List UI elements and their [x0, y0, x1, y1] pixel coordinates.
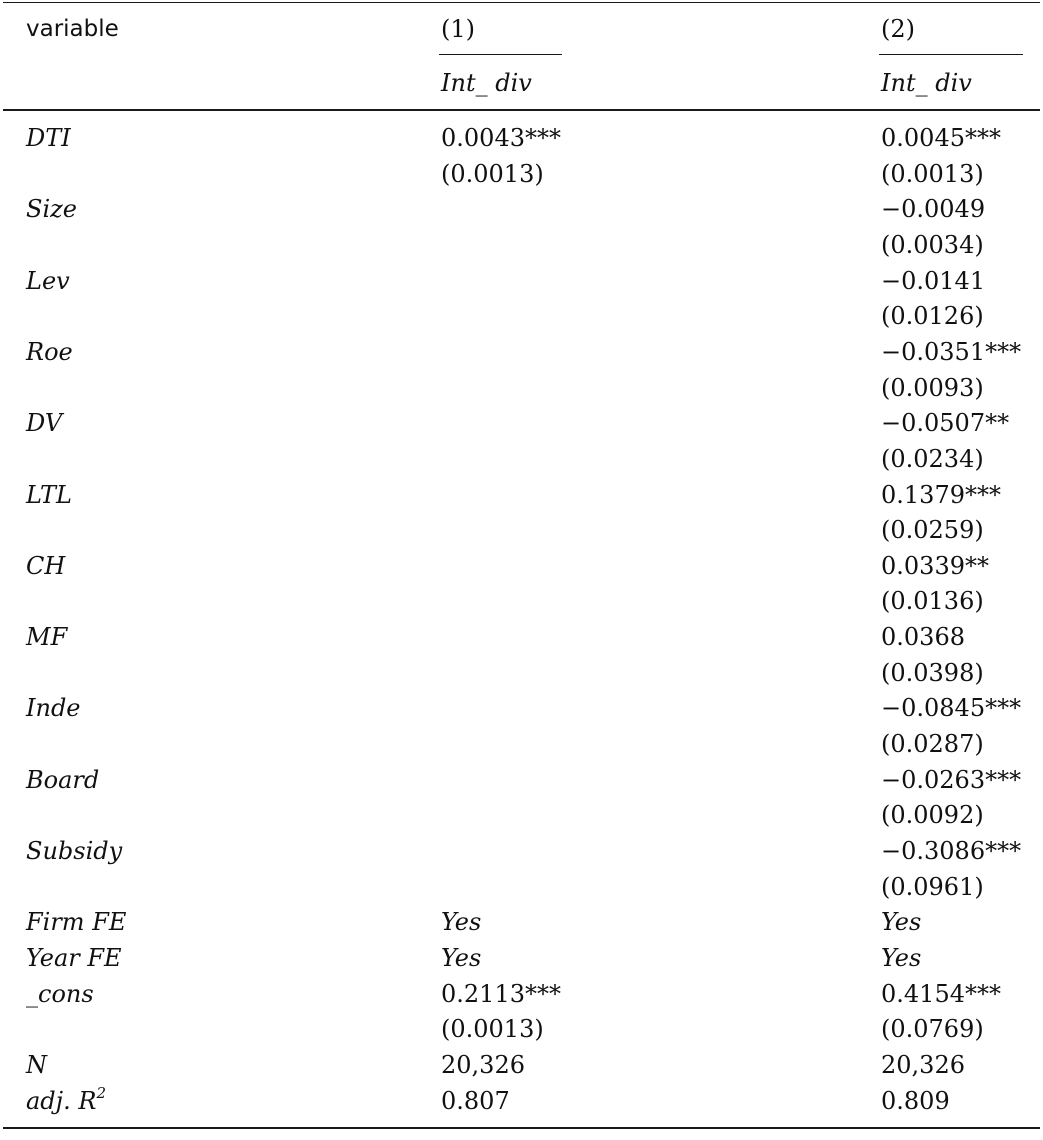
- column-2-value: 0.0339**: [881, 552, 989, 580]
- column-2-value: (0.0126): [881, 302, 984, 330]
- row-label: Lev: [26, 267, 70, 295]
- row-label: CH: [26, 552, 66, 580]
- column-2-value: −0.0507**: [881, 409, 1010, 437]
- column-2-value: Yes: [881, 908, 922, 936]
- row-label: Roe: [26, 338, 73, 366]
- column-2-value: 0.0368: [881, 623, 965, 651]
- row-label: Firm FE: [26, 908, 127, 936]
- column-2-number: (2): [881, 15, 915, 43]
- column-2-value: (0.0287): [881, 730, 984, 758]
- column-1-number: (1): [441, 15, 475, 43]
- column-1-value: Yes: [441, 944, 482, 972]
- column-2-value: 0.1379***: [881, 481, 1001, 509]
- column-2-value: 0.0045***: [881, 124, 1001, 152]
- column-2-value: −0.0845***: [881, 694, 1022, 722]
- row-label: MF: [26, 623, 68, 651]
- column-2-value: −0.3086***: [881, 837, 1022, 865]
- row-label: Size: [26, 195, 77, 223]
- column-2-value: 0.809: [881, 1087, 950, 1115]
- column-2-value: (0.0034): [881, 231, 984, 259]
- column-1-value: 20,326: [441, 1051, 525, 1079]
- row-label: LTL: [26, 481, 72, 509]
- column-2-value: (0.0769): [881, 1015, 984, 1043]
- row-label: Subsidy: [26, 837, 123, 865]
- column-1-value: 0.2113***: [441, 980, 561, 1008]
- row-label: [26, 1085, 106, 1117]
- column-1-value: (0.0013): [441, 160, 544, 188]
- column-2-value: 0.4154***: [881, 980, 1001, 1008]
- column-2-value: (0.0961): [881, 873, 984, 901]
- variable-header: variable: [26, 16, 119, 42]
- column-2-value: (0.0092): [881, 801, 984, 829]
- row-label: Inde: [26, 694, 81, 722]
- column-1-underline: [439, 54, 562, 55]
- column-2-dependent-variable: Int_ div: [881, 69, 972, 97]
- column-1-value: (0.0013): [441, 1015, 544, 1043]
- column-2-value: (0.0136): [881, 587, 984, 615]
- column-2-value: (0.0259): [881, 516, 984, 544]
- row-label-superscript: 2: [96, 1084, 106, 1102]
- column-2-value: (0.0398): [881, 659, 984, 687]
- column-2-value: (0.0234): [881, 445, 984, 473]
- column-2-value: −0.0049: [881, 195, 986, 223]
- header-rule: [3, 109, 1040, 111]
- row-label: _cons: [26, 980, 94, 1008]
- column-2-value: −0.0141: [881, 267, 986, 295]
- column-2-value: (0.0013): [881, 160, 984, 188]
- column-1-dependent-variable: Int_ div: [441, 69, 532, 97]
- column-2-value: −0.0351***: [881, 338, 1022, 366]
- column-2-underline: [879, 54, 1023, 55]
- row-label: Year FE: [26, 944, 122, 972]
- column-1-value: 0.0043***: [441, 124, 561, 152]
- column-2-value: −0.0263***: [881, 766, 1022, 794]
- column-2-value: 20,326: [881, 1051, 965, 1079]
- column-2-value: Yes: [881, 944, 922, 972]
- column-1-value: Yes: [441, 908, 482, 936]
- top-rule: [3, 2, 1040, 3]
- row-label-text: adj. R: [26, 1087, 97, 1115]
- bottom-rule: [3, 1127, 1040, 1129]
- row-label: N: [26, 1051, 47, 1079]
- column-2-value: (0.0093): [881, 374, 984, 402]
- row-label: Board: [26, 766, 100, 794]
- row-label: DTI: [26, 124, 71, 152]
- column-1-value: 0.807: [441, 1087, 510, 1115]
- row-label: DV: [26, 409, 63, 437]
